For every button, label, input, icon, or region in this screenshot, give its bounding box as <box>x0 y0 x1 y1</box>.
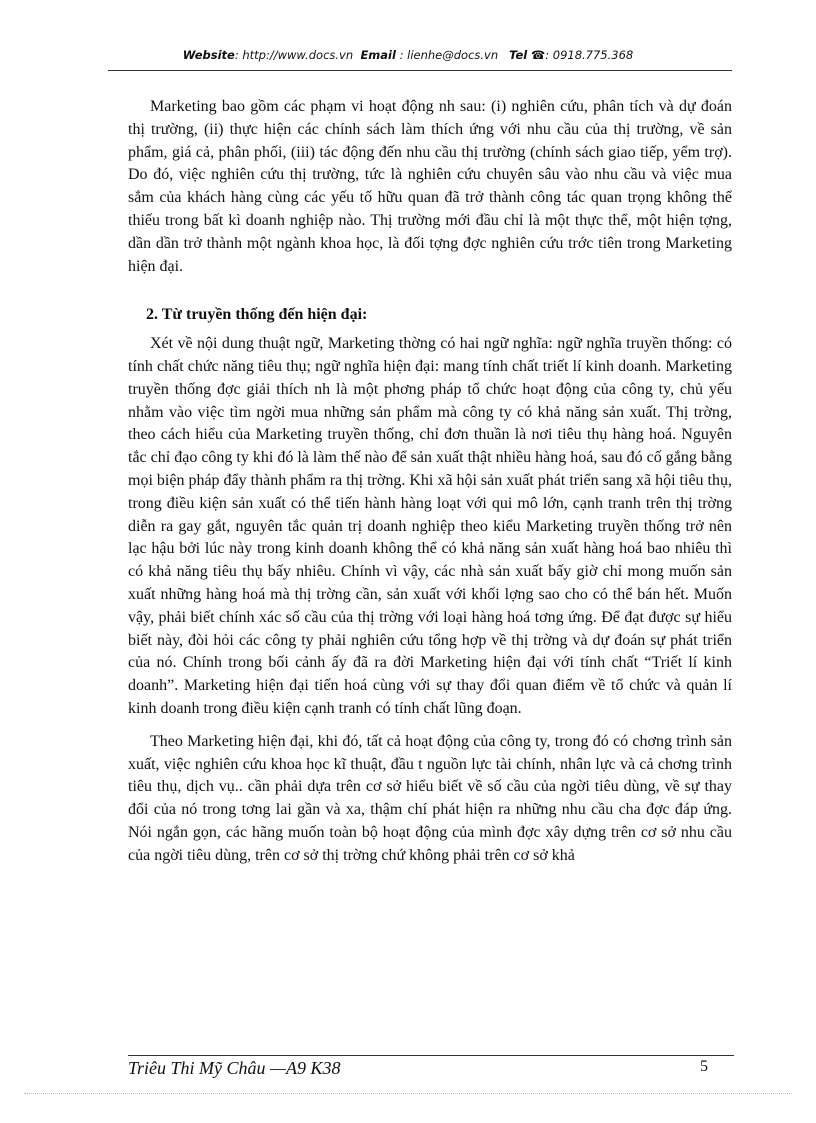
website-value: : http://www.docs.vn <box>234 48 354 62</box>
tel-value: : 0918.775.368 <box>545 48 634 62</box>
page-number: 5 <box>700 1058 708 1075</box>
email-value: : lienhe@docs.vn <box>399 48 499 62</box>
page-header <box>0 48 816 62</box>
footer-rule <box>128 1055 734 1056</box>
page-bottom-border <box>24 1093 792 1094</box>
page-content <box>128 96 732 868</box>
footer-author: Triêu Thi Mỹ Châu —A9 K38 <box>128 1058 341 1078</box>
paragraph-1: Marketing bao gồm các phạm vi hoạt động nh sau: (i) nghiên cứu, phân tích và dự đoán thị trường, (ii) thực hiện các chính sách làm thích ứng với nhu cầu của thị trường, về sản phẩm, giá cả, phân phối, (iii) tác động đến nhu cầu thị trường (chính sách giao tiếp, yểm trợ). Do đó, việc nghiên cứu thị trường, tức là nghiên cứu chuyên sâu vào nhu cầu và việc mua sắm của khách hàng cùng các yếu tố hữu quan đã trở thành công tác quan trọng không thể thiếu trong bất kì doanh nghiệp nào. Thị trường mới đầu chỉ là một thực thể, một hiện tợng, dần dần trở thành một ngành khoa học, là đối tợng đợc nghiên cứu trớc tiên trong Marketing hiện đại. <box>128 98 732 275</box>
phone-icon: ☎ <box>530 48 546 62</box>
section-heading: 2. Từ truyền thống đến hiện đại: <box>146 306 368 324</box>
email-label: Email <box>360 48 396 62</box>
paragraph-2: Xét về nội dung thuật ngữ, Marketing thờng có hai ngữ nghĩa: ngữ nghĩa truyền thống: có tính chất chức năng tiêu thụ; ngữ nghĩa hiện đại: mang tính chất triết lí kinh doanh. Marketing truyền thống đợc giải thích nh là một phơng pháp tổ chức hoạt động của công ty, chủ yếu nhằm vào việc tìm ngời mua những sản phẩm mà công ty có khả năng sản xuất. Thị trờng, theo cách hiểu của Marketing truyền thống, chỉ đơn thuần là nơi tiêu thụ hàng hoá. Nguyên tắc chỉ đạo công ty khi đó là làm thế nào để sản xuất thật nhiều hàng hoá, sau đó cố gắng bằng mọi biện pháp đẩy thành phẩm ra thị trờng. Khi xã hội sản xuất phát triển sang xã hội tiêu thụ, trong điều kiện sản xuất có thể tiến hành hàng loạt với qui mô lớn, cạnh tranh trên thị trờng diễn ra gay gắt, nguyên tắc quản trị doanh nghiệp theo kiểu Marketing truyền thống trở nên lạc hậu bởi lúc này trong kinh doanh không thể có khả năng sản xuất hàng hoá bao nhiêu thì có khả năng tiêu thụ bấy nhiêu. Chính vì vậy, các nhà sản xuất bấy giờ chỉ mong muốn sản xuất những hàng hoá mà thị trờng cần, sản xuất với khối lợng sao cho có thể bán hết. Muốn vậy, phải biết chính xác số cầu của thị trờng với loại hàng hoá tơng ứng. Để đạt được sự hiểu biết này, đòi hỏi các công ty phải nghiên cứu tổng hợp về thị trờng và dự đoán sự phát triển của nó. Chính trong bối cảnh ấy đã ra đời Marketing hiện đại với tính chất “Triết lí kinh doanh”. Marketing hiện đại tiến hoá cùng với sự thay đổi quan điểm về tổ chức và quản lí kinh doanh trong điều kiện cạnh tranh có tính chất lũng đoạn. <box>128 335 732 717</box>
website-label: Website <box>182 48 235 62</box>
tel-label: Tel <box>509 48 528 62</box>
header-rule <box>108 70 732 71</box>
paragraph-3: Theo Marketing hiện đại, khi đó, tất cả hoạt động của công ty, trong đó có chơng trình sản xuất, việc nghiên cứu khoa học kĩ thuật, đầu t nguồn lực tài chính, nhân lực và cả chơng trình tiêu thụ, dịch vụ.. cần phải dựa trên cơ sở hiểu biết về số cầu của ngời tiêu dùng, về sự thay đổi của nó trong tơng lai gần và xa, thậm chí phát hiện ra những nhu cầu cha đợc đáp ứng. Nói ngắn gọn, các hãng muốn toàn bộ hoạt động của mình đợc xây dựng trên cơ sở nhu cầu của ngời tiêu dùng, trên cơ sở thị trờng chứ không phải trên cơ sở khả <box>128 732 732 864</box>
